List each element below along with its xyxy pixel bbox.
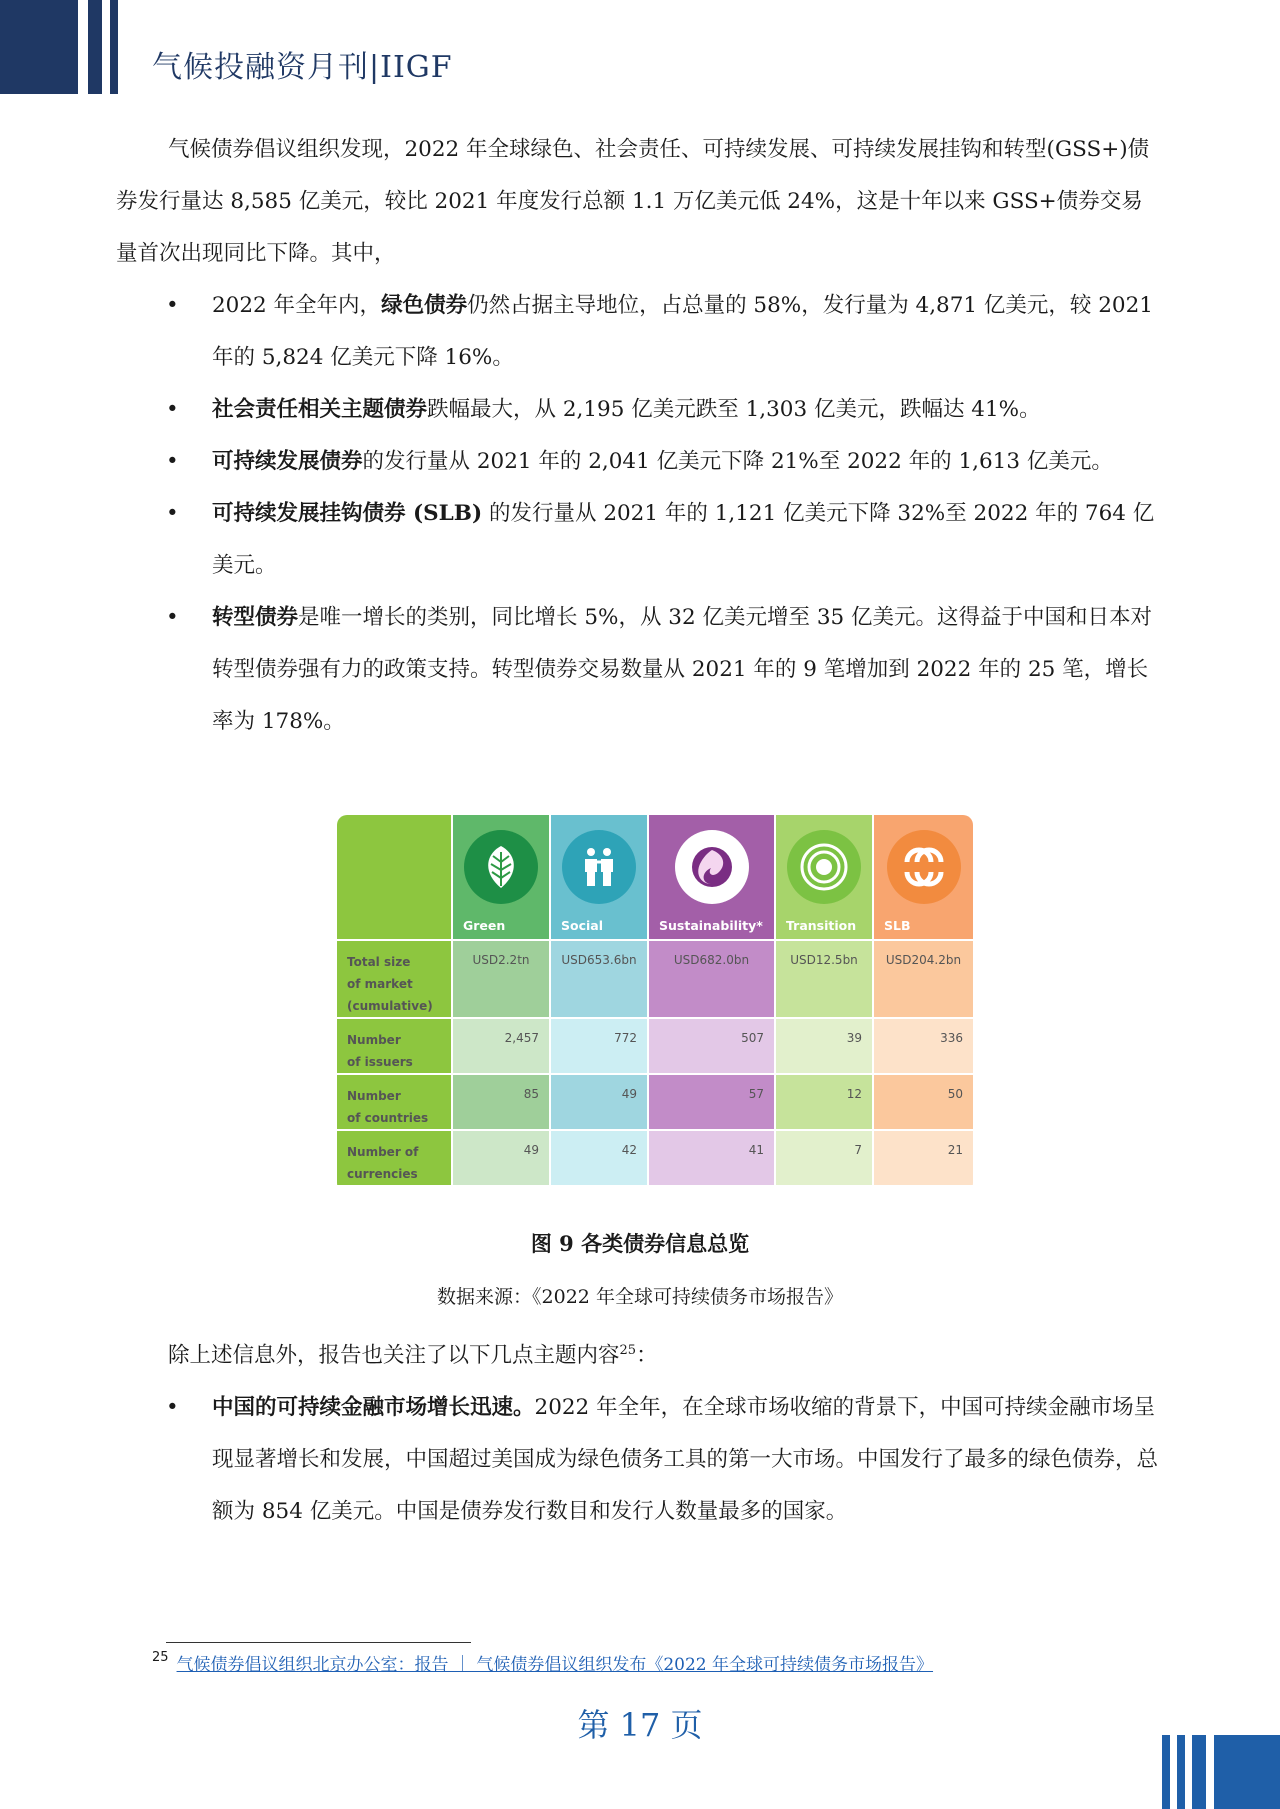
table-cell: 49 <box>452 1130 550 1185</box>
table-row <box>337 940 973 1018</box>
category-label: Transition <box>786 918 857 933</box>
figure-caption: 图 9 各类债券信息总览 <box>530 1231 750 1256</box>
table-cell: 41 <box>648 1130 775 1185</box>
footer-bars <box>1162 1735 1280 1809</box>
row-label: Number of currencies <box>337 1130 452 1185</box>
bullet-item <box>166 1382 1158 1538</box>
bullet-text: 2022 年全年，在全球市场收缩的背景下，中国可持续金融市场呈现显著增长和发展，中国超过美国成为绿色债务工具的第一大市场。中国发行了最多的绿色债券，总额为 854 亿美元。中国是债券发行数目和发行人数量最多的国家。 <box>212 1395 1159 1524</box>
bullet-bold: 绿色债券 <box>381 293 468 318</box>
footnote <box>152 1650 933 1675</box>
category-label: Sustainability* <box>659 918 763 933</box>
footnote-number: 25 <box>152 1650 169 1665</box>
category-header <box>452 815 550 940</box>
row-label: Number of countries <box>337 1074 452 1130</box>
category-header <box>873 815 973 940</box>
bullet-text: 跌幅最大，从 2,195 亿美元跌至 1,303 亿美元，跌幅达 41%。 <box>427 397 1041 422</box>
leaf-icon <box>464 830 538 904</box>
table-cell: 7 <box>775 1130 873 1185</box>
bullet-text: 的发行量从 2021 年的 1,121 亿美元下降 32%至 2022 年的 764 亿美元。 <box>212 501 1155 578</box>
category-label: Social <box>561 918 604 933</box>
table-row <box>337 1074 973 1130</box>
category-label: Green <box>463 918 506 933</box>
table-cell: USD204.2bn <box>873 940 973 1018</box>
bullet-item <box>166 384 1158 436</box>
header-title: 气候投融资月刊|IIGF <box>152 50 453 85</box>
table-cell: USD653.6bn <box>550 940 648 1018</box>
bullet-pre: 2022 年全年内， <box>212 293 382 318</box>
table-cell: 39 <box>775 1018 873 1074</box>
footnote-ref[interactable]: 25 <box>619 1342 637 1358</box>
bullet-item <box>166 592 1158 748</box>
table-cell: USD682.0bn <box>648 940 775 1018</box>
table-cell: 2,457 <box>452 1018 550 1074</box>
footnote-link[interactable]: 气候债券倡议组织北京办公室：报告 ｜ 气候债券倡议组织发布《2022 年全球可持续债务市场报告》 <box>176 1655 934 1675</box>
bullet-dot: • <box>166 293 179 318</box>
swirl-icon <box>675 830 749 904</box>
table-corner <box>337 815 452 940</box>
bullet-bold: 社会责任相关主题债券 <box>212 397 428 422</box>
bullet-bold: 中国的可持续金融市场增长迅速。 <box>212 1395 535 1420</box>
table-cell: 21 <box>873 1130 973 1185</box>
intro-paragraph: 气候债券倡议组织发现，2022 年全球绿色、社会责任、可持续发展、可持续发展挂钩和转型(GSS+)债券发行量达 8,585 亿美元，较比 2021 年度发行总额 1.1 万亿美元低 24%，这是十年以来 GSS+债券交易量首次出现同比下降。其中， <box>116 137 1150 266</box>
bond-overview-figure <box>337 815 973 1193</box>
bullet-item <box>166 488 1158 592</box>
table-row <box>337 1130 973 1185</box>
table-cell: 57 <box>648 1074 775 1130</box>
table-cell: 50 <box>873 1074 973 1130</box>
bond-overview-table <box>337 815 973 1185</box>
rings-icon <box>787 830 861 904</box>
bullet-text: 是唯一增长的类别，同比增长 5%，从 32 亿美元增至 35 亿美元。这得益于中国和日本对转型债券强有力的政策支持。转型债券交易数量从 2021 年的 9 笔增加到 2022 年的 25 笔，增长率为 178%。 <box>212 605 1153 734</box>
row-label: Number of issuers <box>337 1018 452 1074</box>
bullet-dot: • <box>166 397 179 422</box>
figure-source: 数据来源：《2022 年全球可持续债务市场报告》 <box>437 1286 843 1308</box>
category-label: SLB <box>884 918 911 933</box>
table-cell: 507 <box>648 1018 775 1074</box>
people-icon <box>562 830 636 904</box>
bullet-item <box>166 280 1158 384</box>
bullet-bold: 可持续发展债券 <box>212 449 363 474</box>
link-icon <box>887 830 961 904</box>
table-cell: 336 <box>873 1018 973 1074</box>
bullet-dot: • <box>166 449 179 474</box>
bullet-dot: • <box>166 501 179 526</box>
bullet-text: 仍然占据主导地位，占总量的 58%，发行量为 4,871 亿美元，较 2021 年的 5,824 亿美元下降 16%。 <box>212 293 1153 370</box>
table-cell: 49 <box>550 1074 648 1130</box>
bullet-item <box>166 436 1158 488</box>
table-cell: 42 <box>550 1130 648 1185</box>
category-header <box>775 815 873 940</box>
table-cell: USD12.5bn <box>775 940 873 1018</box>
page-number: 第 17 页 <box>577 1706 703 1744</box>
table-cell: USD2.2tn <box>452 940 550 1018</box>
row-label: Total size of market (cumulative) <box>337 940 452 1018</box>
topics-paragraph <box>116 1330 1158 1382</box>
table-cell: 12 <box>775 1074 873 1130</box>
table-cell: 85 <box>452 1074 550 1130</box>
footnote-rule <box>166 1642 471 1643</box>
bullet-bold: 可持续发展挂钩债券 (SLB) <box>212 501 483 526</box>
topics-tail: ： <box>636 1343 658 1368</box>
category-header <box>648 815 775 940</box>
china-bullet-list <box>166 1382 1158 1538</box>
bond-bullet-list <box>166 280 1158 748</box>
table-cell: 772 <box>550 1018 648 1074</box>
table-row <box>337 1018 973 1074</box>
category-header <box>550 815 648 940</box>
bullet-bold: 转型债券 <box>212 605 299 630</box>
bullet-text: 的发行量从 2021 年的 2,041 亿美元下降 21%至 2022 年的 1,613 亿美元。 <box>362 449 1113 474</box>
bullet-dot: • <box>166 605 179 630</box>
topics-text: 除上述信息外，报告也关注了以下几点主题内容 <box>168 1343 620 1368</box>
bullet-dot: • <box>166 1395 179 1420</box>
